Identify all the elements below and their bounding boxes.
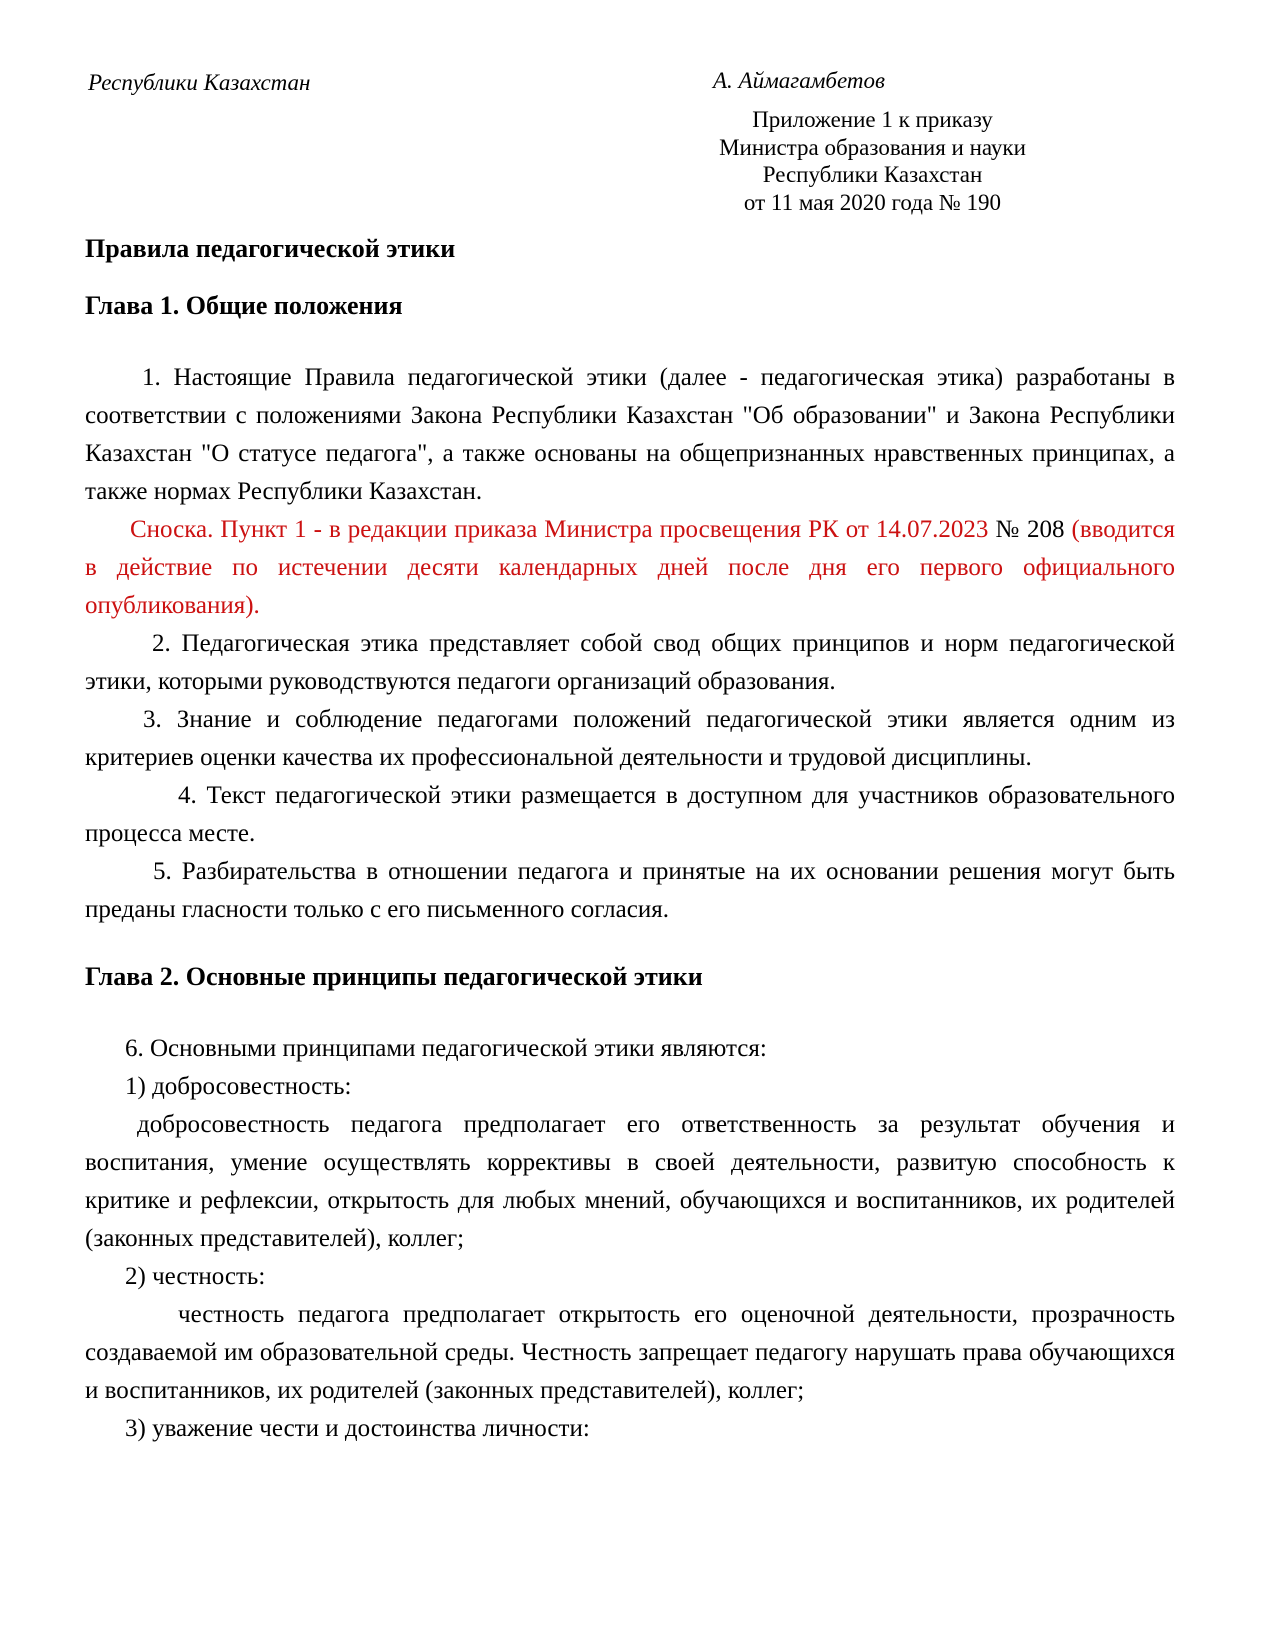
paragraph-3: 3. Знание и соблюдение педагогами положений педагогической этики является одним из критериев оценки качества их профессиональной деятельности и трудовой дисциплины. — [85, 706, 1175, 771]
appendix-line-4: от 11 мая 2020 года № 190 — [743, 189, 1002, 215]
principle-item-3: 3) уважение чести и достоинства личности: — [125, 1415, 590, 1442]
header-signer-name: А. Аймагамбетов — [713, 68, 885, 93]
paragraph-2: 2. Педагогическая этика представляет собой свод общих принципов и норм педагогической этики, которыми руководствуются педагоги организаций образования. — [85, 630, 1175, 695]
paragraph-5: 5. Разбирательства в отношении педагога и принятые на их основании решения могут быть преданы гласности только с его письменного согласия. — [85, 858, 1175, 923]
principle-item-1-description: добросовестность педагога предполагает его ответственность за результат обучения и воспитания, умение осуществлять коррективы в своей деятельности, развитую способность к критике и рефлексии, открытость для любых мнений, обучающихся и воспитанников, их родителей (законных представителей), коллег; — [85, 1111, 1175, 1252]
footnote-red-lead: Сноска. Пункт 1 - в редакции приказа Министра просвещения РК от 14.07.2023 — [130, 516, 996, 543]
principle-item-2: 2) честность: — [125, 1263, 266, 1290]
principle-item-1: 1) добросовестность: — [125, 1073, 352, 1100]
header-org-left: Республики Казахстан — [88, 70, 311, 95]
paragraph-1: 1. Настоящие Правила педагогической этики (далее - педагогическая этика) разработаны в соответствии с положениями Закона Республики Казахстан "Об образовании" и Закона Республики Казахстан "О статусе педагога", а также основаны на общепризнанных нравственных принципах, а также нормах Республики Казахстан. — [85, 364, 1175, 505]
document-body — [85, 234, 1175, 1448]
chapter-1-heading: Глава 1. Общие положения — [85, 291, 403, 320]
document-title: Правила педагогической этики — [85, 234, 456, 263]
appendix-line-3: Республики Казахстан — [762, 162, 983, 187]
appendix-line-1: Приложение 1 к приказу — [752, 107, 993, 132]
appendix-line-2: Министра образования и науки — [719, 134, 1026, 160]
footnote-red-tail: (вводится в действие по истечении десяти календарных дней после дня его первого официального опубликования). — [85, 516, 1175, 619]
principle-item-2-description: честность педагога предполагает открытость его оценочной деятельности, прозрачность создаваемой им образовательной среды. Честность запрещает педагогу нарушать права обучающихся и воспитанников, их родителей (законных представителей), коллег; — [85, 1301, 1175, 1404]
paragraph-4: 4. Текст педагогической этики размещается в доступном для участников образовательного процесса месте. — [85, 782, 1175, 847]
paragraph-6: 6. Основными принципами педагогической этики являются: — [125, 1035, 767, 1062]
footnote-order-number: № 208 — [995, 516, 1072, 543]
footnote-paragraph — [85, 511, 1175, 625]
appendix-block — [700, 106, 1045, 216]
chapter-2-heading: Глава 2. Основные принципы педагогической этики — [85, 962, 703, 991]
